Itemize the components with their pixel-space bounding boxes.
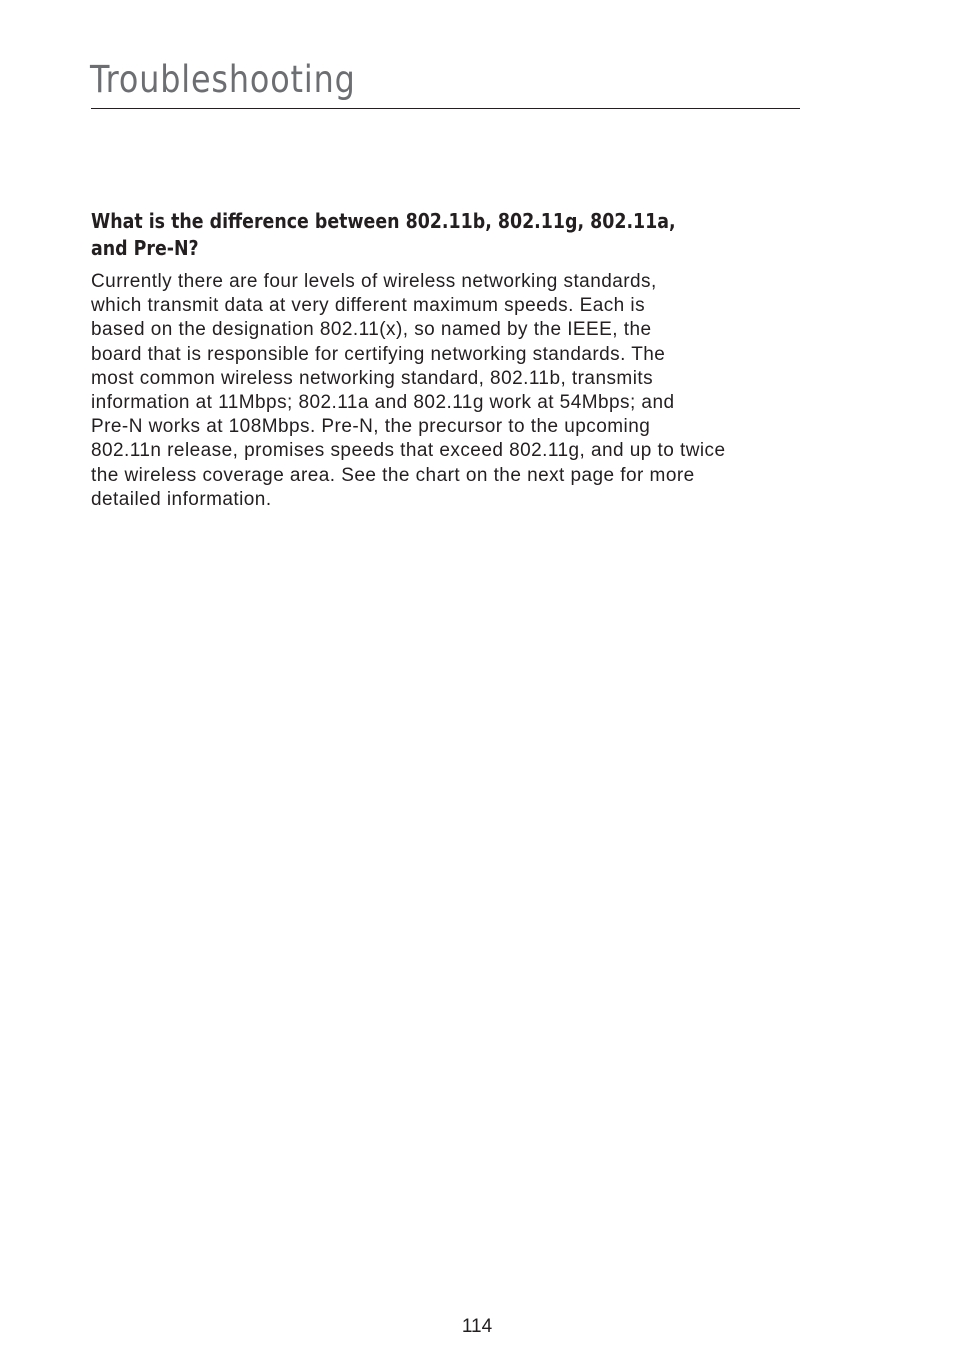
page-number: 114: [461, 1316, 493, 1337]
faq-question: What is the difference between 802.11b, 802.11g, 802.11a, and Pre-N?: [91, 209, 676, 260]
title-divider: [91, 108, 800, 109]
page-title: Troubleshooting: [90, 58, 356, 101]
faq-answer: Currently there are four levels of wireless networking standards, which transmit data at very different maximum speeds. Each is based on the designation 802.11(x), so named by the IEEE, the board that is responsible for certifying networking standards. The most common wireless networking standard, 802.11b, transmits information at 11Mbps; 802.11a and 802.11g work at 54Mbps; and Pre-N works at 108Mbps. Pre-N, the precursor to the upcoming 802.11n release, promises speeds that exceed 802.11g, and up to twice the wireless coverage area. See the chart on the next page for more detailed information.: [91, 271, 726, 510]
faq-section: [91, 208, 831, 512]
